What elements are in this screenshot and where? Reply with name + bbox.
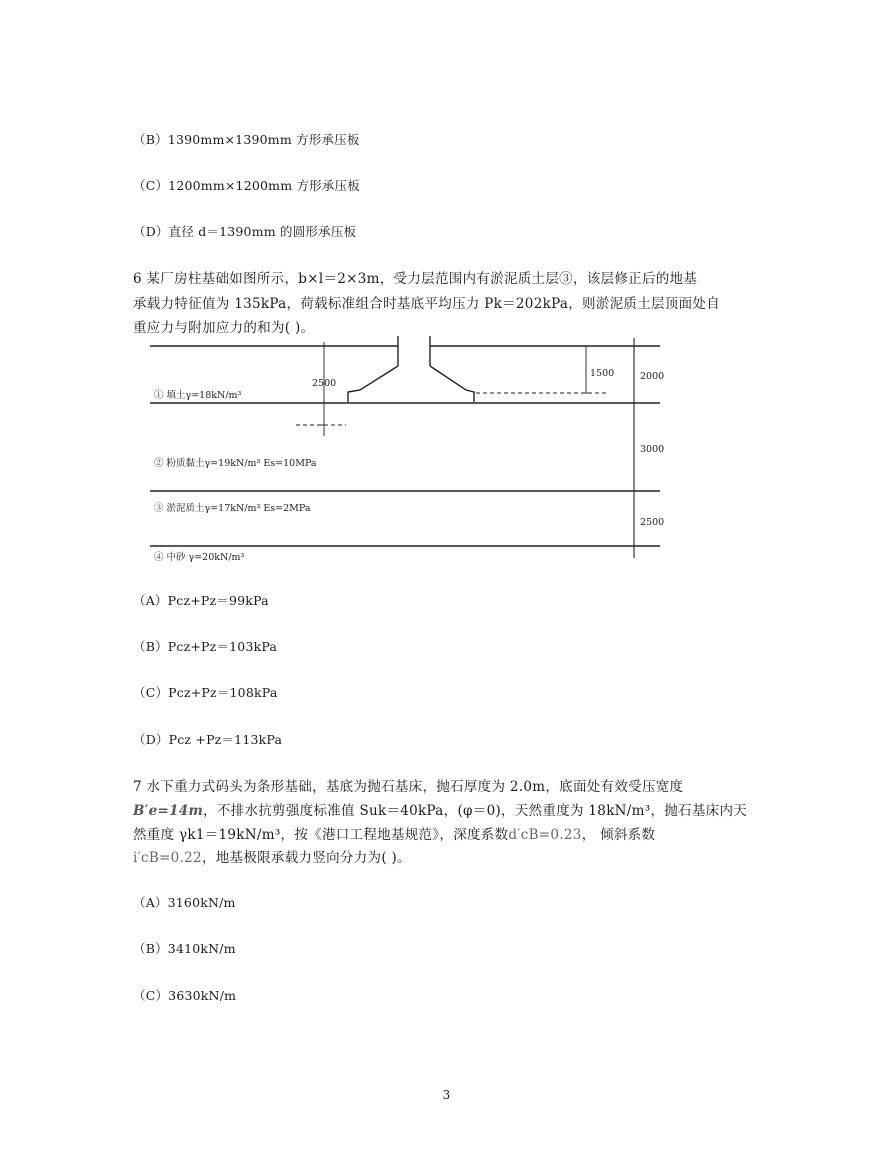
q7-formula-depth-coef: d′cB=0.23 <box>508 827 582 843</box>
dim-label-2500-right: 2500 <box>640 517 665 528</box>
q5-option-c: （C）1200mm×1200mm 方形承压板 <box>133 178 360 193</box>
dim-label-2500-left: 2500 <box>312 378 337 389</box>
q6-option-c: （C）Pcz+Pz＝108kPa <box>133 685 278 700</box>
q7-text-line1: 7 水下重力式码头为条形基础，基底为抛石基床，抛石厚度为 2.0m，底面处有效受压宽度 <box>133 779 684 795</box>
dim-label-2000: 2000 <box>640 371 665 382</box>
q7-option-a: （A）3160kN/m <box>133 895 236 910</box>
q7-option-c: （C）3630kN/m <box>133 988 237 1003</box>
foundation-figure <box>146 336 666 568</box>
q7-text-line3 <box>133 823 655 843</box>
dim-label-3000: 3000 <box>640 444 665 455</box>
q5-option-b: （B）1390mm×1390mm 方形承压板 <box>133 132 360 147</box>
q6-text-line3: 重应力与附加应力的和为( )。 <box>133 320 315 336</box>
layer-label-1: ① 填土γ=18kN/m³ <box>154 390 242 401</box>
q7-line3-text: 然重度 γk1＝19kN/m³，按《港口工程地基规范》，深度系数 <box>133 827 509 843</box>
q6-text-line2: 承载力特征值为 135kPa，荷载标准组合时基底平均压力 Pk＝202kPa，则淤泥质土层顶面处自 <box>133 296 720 312</box>
q7-line2-text: ，不排水抗剪强度标准值 Suk＝40kPa，(φ＝0)，天然重度为 18kN/m³，抛石基床内天 <box>203 803 748 819</box>
q7-option-b: （B）3410kN/m <box>133 941 236 956</box>
footing-right-slope <box>430 366 474 402</box>
q7-line4-text: ，地基极限承载力竖向分力为( )。 <box>201 850 411 866</box>
layer-label-4: ④ 中砂 γ=20kN/m³ <box>154 552 245 563</box>
q6-option-d: （D）Pcz +Pz＝113kPa <box>133 732 283 747</box>
q7-formula-incline-coef: i′cB=0.22 <box>133 850 202 866</box>
q6-text-line1: 6 某厂房柱基础如图所示，b×l＝2×3m，受力层范围内有淤泥质土层③，该层修正后的地基 <box>133 271 698 287</box>
dim-label-1500: 1500 <box>590 368 615 379</box>
q6-option-b: （B）Pcz+Pz＝103kPa <box>133 639 278 654</box>
q7-formula-be: B′e=14m <box>133 803 204 819</box>
layer-label-3: ③ 淤泥质土γ=17kN/m³ Es=2MPa <box>154 503 311 514</box>
q6-option-a: （A）Pcz+Pz＝99kPa <box>133 593 269 608</box>
q5-option-d: （D）直径 d＝1390mm 的圆形承压板 <box>133 224 357 239</box>
q7-text-line4 <box>133 846 411 866</box>
page-number: 3 <box>442 1088 451 1102</box>
q7-text-line2 <box>133 799 747 819</box>
q7-line3-tail: ， 倾斜系数 <box>581 827 656 843</box>
layer-label-2: ② 粉质黏土γ=19kN/m³ Es=10MPa <box>154 458 317 469</box>
footing-left-slope <box>348 366 398 402</box>
